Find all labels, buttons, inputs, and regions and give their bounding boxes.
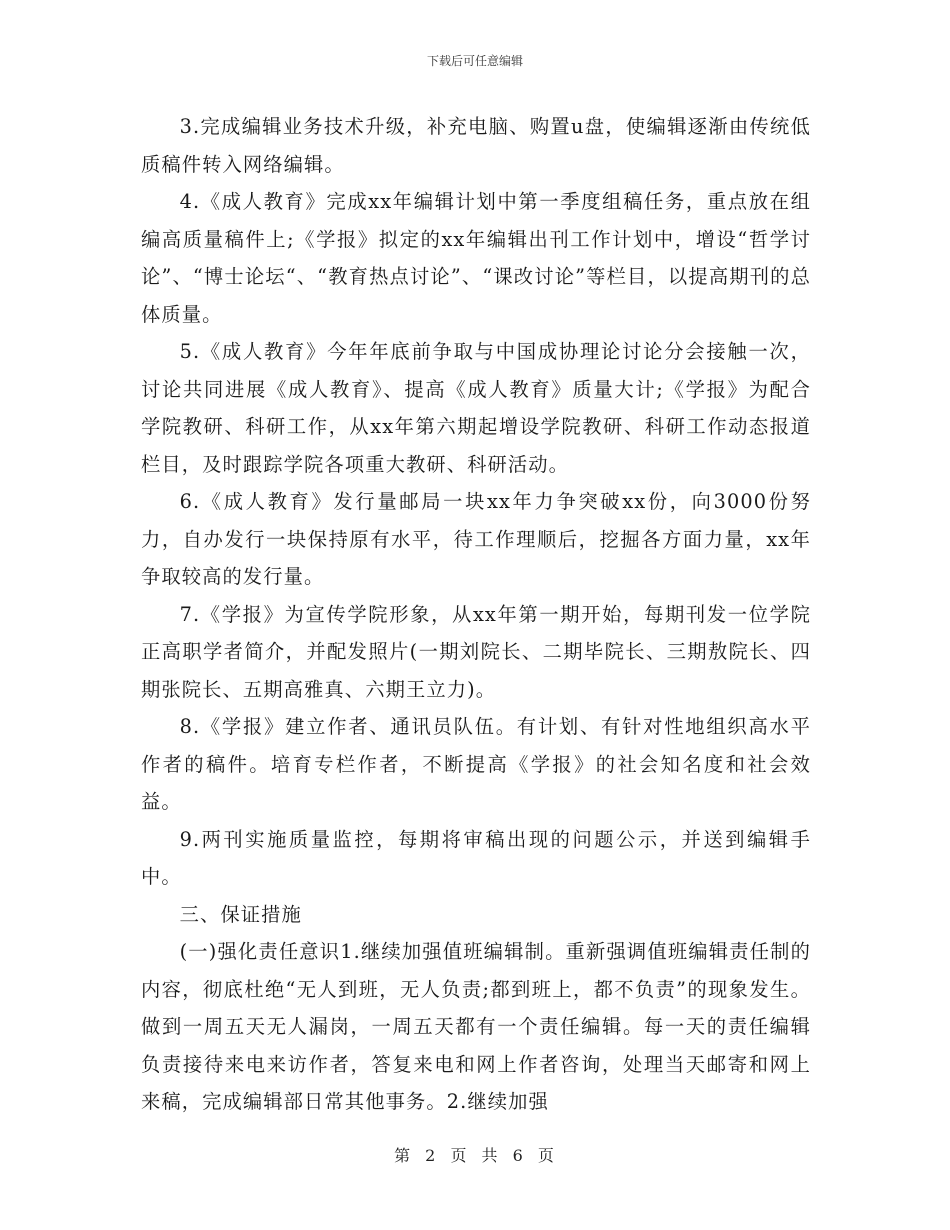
paragraph-item-4: 4.《成人教育》完成xx年编辑计划中第一季度组稿任务，重点放在组编高质量稿件上;《学报》拟定的xx年编辑出刊工作计划中，增设“哲学讨论”、“博士论坛“、“教育热点讨论”、“课改讨论”等栏目，以提高期刊的总体质量。 <box>141 190 811 326</box>
paragraph-item-8: 8.《学报》建立作者、通讯员队伍。有计划、有针对性地组织高水平作者的稿件。培育专栏作者，不断提高《学报》的社会知名度和社会效益。 <box>141 715 811 813</box>
paragraph-measures: (一)强化责任意识1.继续加强值班编辑制。重新强调值班编辑责任制的内容，彻底杜绝“无人到班，无人负责;都到班上，都不负责”的现象发生。做到一周五天无人漏岗，一周五天都有一个责任编辑。每一天的责任编辑负责接待来电来访作者，答复来电和网上作者咨询，处理当天邮寄和网上来稿，完成编辑部日常其他事务。2.继续加强 <box>141 940 811 1113</box>
paragraph-item-9: 9.两刊实施质量监控，每期将审稿出现的问题公示，并送到编辑手中。 <box>141 827 811 888</box>
document-body <box>141 108 811 1121</box>
paragraph-item-5: 5.《成人教育》今年年底前争取与中国成协理论讨论分会接触一次，讨论共同进展《成人教育》、提高《成人教育》质量大计;《学报》为配合学院教研、科研工作，从xx年第六期起增设学院教研、科研工作动态报道栏目，及时跟踪学院各项重大教研、科研活动。 <box>141 340 811 476</box>
paragraph-item-6: 6.《成人教育》发行量邮局一块xx年力争突破xx份，向3000份努力，自办发行一块保持原有水平，待工作理顺后，挖掘各方面力量，xx年争取较高的发行量。 <box>141 490 811 588</box>
page-number-footer: 第 2 页 共 6 页 <box>394 1146 556 1165</box>
section-heading: 三、保证措施 <box>179 902 302 926</box>
page-header: 下载后可任意编辑 <box>426 54 523 68</box>
paragraph-item-3: 3.完成编辑业务技术升级，补充电脑、购置u盘，使编辑逐渐由传统低质稿件转入网络编辑。 <box>141 115 811 176</box>
paragraph-item-7: 7.《学报》为宣传学院形象，从xx年第一期开始，每期刊发一位学院正高职学者简介，并配发照片(一期刘院长、二期毕院长、三期敖院长、四期张院长、五期高雅真、六期王立力)。 <box>141 602 811 701</box>
